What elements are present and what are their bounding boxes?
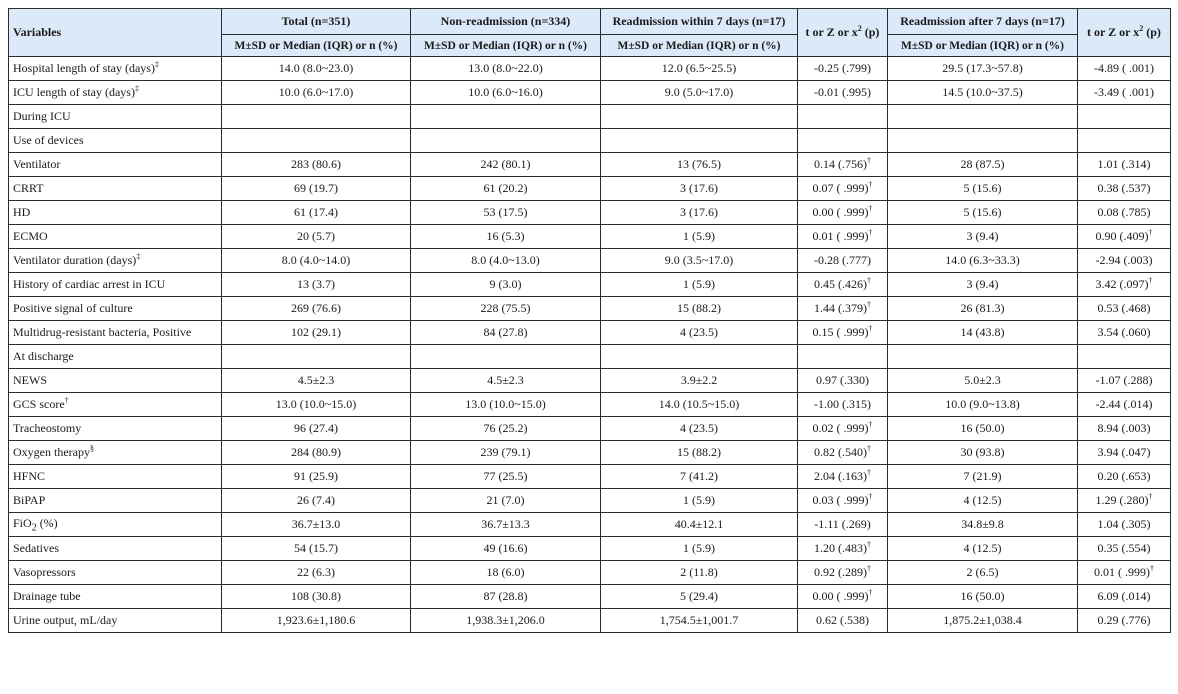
cell-non-readmission: 16 (5.3) xyxy=(411,225,601,249)
cell-total: 269 (76.6) xyxy=(222,297,411,321)
cell-stat-1: 0.03 ( .999)† xyxy=(798,489,888,513)
cell-readmission-within-7: 9.0 (5.0~17.0) xyxy=(601,81,798,105)
cell-readmission-within-7: 7 (41.2) xyxy=(601,465,798,489)
subheader-readmission-after-7: M±SD or Median (IQR) or n (%) xyxy=(888,35,1078,57)
cell-total: 283 (80.6) xyxy=(222,153,411,177)
cell-readmission-after-7: 3 (9.4) xyxy=(888,225,1078,249)
cell-non-readmission: 36.7±13.3 xyxy=(411,513,601,537)
cell-stat-1: 0.82 (.540)† xyxy=(798,441,888,465)
cell-total: 8.0 (4.0~14.0) xyxy=(222,249,411,273)
cell-stat-2: -2.94 (.003) xyxy=(1078,249,1171,273)
row-label: Urine output, mL/day xyxy=(9,609,222,633)
cell-total: 96 (27.4) xyxy=(222,417,411,441)
cell-total: 1,923.6±1,180.6 xyxy=(222,609,411,633)
cell-stat-2: 0.35 (.554) xyxy=(1078,537,1171,561)
cell-readmission-after-7: 7 (21.9) xyxy=(888,465,1078,489)
cell-stat-1: 0.07 ( .999)† xyxy=(798,177,888,201)
cell-readmission-after-7: 3 (9.4) xyxy=(888,273,1078,297)
cell-readmission-within-7: 13 (76.5) xyxy=(601,153,798,177)
table-row xyxy=(9,225,1171,249)
cell-stat-2: 0.53 (.468) xyxy=(1078,297,1171,321)
cell-total xyxy=(222,105,411,129)
cell-readmission-after-7: 14.5 (10.0~37.5) xyxy=(888,81,1078,105)
cell-stat-2: 0.90 (.409)† xyxy=(1078,225,1171,249)
cell-readmission-within-7: 40.4±12.1 xyxy=(601,513,798,537)
cell-total: 69 (19.7) xyxy=(222,177,411,201)
cell-readmission-within-7: 5 (29.4) xyxy=(601,585,798,609)
cell-readmission-after-7: 29.5 (17.3~57.8) xyxy=(888,57,1078,81)
cell-stat-1: -0.01 (.995) xyxy=(798,81,888,105)
row-label: ECMO xyxy=(9,225,222,249)
cell-stat-2: -1.07 (.288) xyxy=(1078,369,1171,393)
cell-non-readmission: 18 (6.0) xyxy=(411,561,601,585)
cell-non-readmission: 77 (25.5) xyxy=(411,465,601,489)
cell-non-readmission: 76 (25.2) xyxy=(411,417,601,441)
cell-stat-2: 1.29 (.280)† xyxy=(1078,489,1171,513)
cell-stat-2: 0.20 (.653) xyxy=(1078,465,1171,489)
table-row xyxy=(9,81,1171,105)
cell-readmission-within-7: 2 (11.8) xyxy=(601,561,798,585)
cell-readmission-within-7: 1 (5.9) xyxy=(601,225,798,249)
cell-stat-2: 1.04 (.305) xyxy=(1078,513,1171,537)
cell-readmission-after-7 xyxy=(888,129,1078,153)
cell-non-readmission: 8.0 (4.0~13.0) xyxy=(411,249,601,273)
cell-stat-2: 3.42 (.097)† xyxy=(1078,273,1171,297)
cell-stat-1: -1.00 (.315) xyxy=(798,393,888,417)
cell-stat-2 xyxy=(1078,345,1171,369)
cell-total: 13 (3.7) xyxy=(222,273,411,297)
cell-readmission-within-7: 3 (17.6) xyxy=(601,201,798,225)
table-row xyxy=(9,561,1171,585)
cell-total xyxy=(222,345,411,369)
cell-readmission-within-7: 14.0 (10.5~15.0) xyxy=(601,393,798,417)
cell-stat-2: 0.08 (.785) xyxy=(1078,201,1171,225)
cell-total: 108 (30.8) xyxy=(222,585,411,609)
cell-non-readmission: 53 (17.5) xyxy=(411,201,601,225)
cell-readmission-after-7: 5 (15.6) xyxy=(888,177,1078,201)
table-container xyxy=(8,8,1171,633)
table-row xyxy=(9,57,1171,81)
cell-readmission-after-7: 5.0±2.3 xyxy=(888,369,1078,393)
cell-non-readmission xyxy=(411,105,601,129)
table-row xyxy=(9,537,1171,561)
cell-readmission-within-7: 3.9±2.2 xyxy=(601,369,798,393)
cell-readmission-within-7: 15 (88.2) xyxy=(601,441,798,465)
subheader-total: M±SD or Median (IQR) or n (%) xyxy=(222,35,411,57)
cell-non-readmission: 1,938.3±1,206.0 xyxy=(411,609,601,633)
cell-stat-2: 3.94 (.047) xyxy=(1078,441,1171,465)
cell-readmission-within-7 xyxy=(601,105,798,129)
cell-total xyxy=(222,129,411,153)
cell-non-readmission: 13.0 (8.0~22.0) xyxy=(411,57,601,81)
cell-stat-2: 0.01 ( .999)† xyxy=(1078,561,1171,585)
cell-total: 54 (15.7) xyxy=(222,537,411,561)
subheader-non-readmission: M±SD or Median (IQR) or n (%) xyxy=(411,35,601,57)
cell-non-readmission: 13.0 (10.0~15.0) xyxy=(411,393,601,417)
cell-readmission-within-7: 15 (88.2) xyxy=(601,297,798,321)
cell-total: 4.5±2.3 xyxy=(222,369,411,393)
cell-stat-2: 0.38 (.537) xyxy=(1078,177,1171,201)
row-label: Drainage tube xyxy=(9,585,222,609)
cell-stat-1: -0.25 (.799) xyxy=(798,57,888,81)
row-label: Multidrug-resistant bacteria, Positive xyxy=(9,321,222,345)
row-label: CRRT xyxy=(9,177,222,201)
cell-non-readmission: 4.5±2.3 xyxy=(411,369,601,393)
row-label: GCS score† xyxy=(9,393,222,417)
table-row xyxy=(9,465,1171,489)
table-row xyxy=(9,585,1171,609)
row-label: During ICU xyxy=(9,105,222,129)
cell-stat-1: 0.14 (.756)† xyxy=(798,153,888,177)
subheader-readmission-within-7: M±SD or Median (IQR) or n (%) xyxy=(601,35,798,57)
cell-readmission-after-7: 10.0 (9.0~13.8) xyxy=(888,393,1078,417)
table-row xyxy=(9,513,1171,537)
cell-total: 102 (29.1) xyxy=(222,321,411,345)
cell-stat-1: 0.92 (.289)† xyxy=(798,561,888,585)
table-row xyxy=(9,129,1171,153)
cell-readmission-within-7: 3 (17.6) xyxy=(601,177,798,201)
cell-readmission-within-7: 4 (23.5) xyxy=(601,417,798,441)
cell-readmission-after-7: 30 (93.8) xyxy=(888,441,1078,465)
cell-stat-1: 1.44 (.379)† xyxy=(798,297,888,321)
cell-stat-1: -0.28 (.777) xyxy=(798,249,888,273)
row-label: Vasopressors xyxy=(9,561,222,585)
cell-readmission-within-7: 9.0 (3.5~17.0) xyxy=(601,249,798,273)
header-variables: Variables xyxy=(9,9,222,57)
header-stat-1: t or Z or $x^2$ (p) xyxy=(798,9,888,57)
cell-stat-2 xyxy=(1078,105,1171,129)
cell-stat-1: 0.00 ( .999)† xyxy=(798,585,888,609)
cell-non-readmission: 49 (16.6) xyxy=(411,537,601,561)
row-label: Ventilator xyxy=(9,153,222,177)
table-row xyxy=(9,417,1171,441)
cell-stat-2: 8.94 (.003) xyxy=(1078,417,1171,441)
cell-stat-2: 3.54 (.060) xyxy=(1078,321,1171,345)
row-label: BiPAP xyxy=(9,489,222,513)
cell-non-readmission: 9 (3.0) xyxy=(411,273,601,297)
cell-stat-1: 0.62 (.538) xyxy=(798,609,888,633)
cell-total: 10.0 (6.0~17.0) xyxy=(222,81,411,105)
cell-total: 36.7±13.0 xyxy=(222,513,411,537)
cell-stat-1 xyxy=(798,129,888,153)
cell-non-readmission: 61 (20.2) xyxy=(411,177,601,201)
row-label: History of cardiac arrest in ICU xyxy=(9,273,222,297)
header-stat-2: t or Z or $x^2$ (p) xyxy=(1078,9,1171,57)
cell-readmission-within-7 xyxy=(601,345,798,369)
cell-stat-1: -1.11 (.269) xyxy=(798,513,888,537)
row-label: HFNC xyxy=(9,465,222,489)
cell-total: 91 (25.9) xyxy=(222,465,411,489)
cell-non-readmission: 87 (28.8) xyxy=(411,585,601,609)
cell-stat-1: 0.00 ( .999)† xyxy=(798,201,888,225)
header-total: Total (n=351) xyxy=(222,9,411,35)
cell-readmission-within-7: 12.0 (6.5~25.5) xyxy=(601,57,798,81)
cell-readmission-after-7: 4 (12.5) xyxy=(888,489,1078,513)
cell-total: 284 (80.9) xyxy=(222,441,411,465)
table-row xyxy=(9,249,1171,273)
cell-readmission-after-7: 5 (15.6) xyxy=(888,201,1078,225)
cell-total: 61 (17.4) xyxy=(222,201,411,225)
row-label: At discharge xyxy=(9,345,222,369)
cell-readmission-within-7 xyxy=(601,129,798,153)
cell-total: 22 (6.3) xyxy=(222,561,411,585)
cell-readmission-within-7: 1 (5.9) xyxy=(601,537,798,561)
table-row xyxy=(9,609,1171,633)
cell-non-readmission: 239 (79.1) xyxy=(411,441,601,465)
cell-stat-2: 6.09 (.014) xyxy=(1078,585,1171,609)
cell-non-readmission: 228 (75.5) xyxy=(411,297,601,321)
cell-readmission-after-7: 14.0 (6.3~33.3) xyxy=(888,249,1078,273)
table-row xyxy=(9,345,1171,369)
cell-non-readmission: 84 (27.8) xyxy=(411,321,601,345)
table-row xyxy=(9,393,1171,417)
cell-stat-2: -4.89 ( .001) xyxy=(1078,57,1171,81)
row-label: FiO$_2$ (%) xyxy=(9,513,222,537)
cell-readmission-within-7: 1 (5.9) xyxy=(601,489,798,513)
cell-stat-1: 2.04 (.163)† xyxy=(798,465,888,489)
table-body xyxy=(9,57,1171,633)
row-label: Oxygen therapy§ xyxy=(9,441,222,465)
row-label: HD xyxy=(9,201,222,225)
table-row xyxy=(9,105,1171,129)
cell-readmission-within-7: 1 (5.9) xyxy=(601,273,798,297)
cell-readmission-after-7: 1,875.2±1,038.4 xyxy=(888,609,1078,633)
cell-stat-1 xyxy=(798,105,888,129)
row-label: Sedatives xyxy=(9,537,222,561)
cell-stat-1 xyxy=(798,345,888,369)
header-readmission-within-7: Readmission within 7 days (n=17) xyxy=(601,9,798,35)
row-label: Positive signal of culture xyxy=(9,297,222,321)
table-row xyxy=(9,321,1171,345)
row-label: Ventilator duration (days)‡ xyxy=(9,249,222,273)
cell-non-readmission: 10.0 (6.0~16.0) xyxy=(411,81,601,105)
row-label: NEWS xyxy=(9,369,222,393)
table-row xyxy=(9,489,1171,513)
cell-total: 13.0 (10.0~15.0) xyxy=(222,393,411,417)
table-row xyxy=(9,369,1171,393)
row-label: ICU length of stay (days)‡ xyxy=(9,81,222,105)
row-label: Hospital length of stay (days)‡ xyxy=(9,57,222,81)
cell-readmission-after-7 xyxy=(888,105,1078,129)
cell-readmission-after-7: 4 (12.5) xyxy=(888,537,1078,561)
cell-stat-2: 0.29 (.776) xyxy=(1078,609,1171,633)
data-table xyxy=(8,8,1171,633)
cell-stat-2 xyxy=(1078,129,1171,153)
cell-stat-1: 0.01 ( .999)† xyxy=(798,225,888,249)
table-row xyxy=(9,153,1171,177)
cell-stat-1: 0.15 ( .999)† xyxy=(798,321,888,345)
cell-non-readmission: 242 (80.1) xyxy=(411,153,601,177)
table-row xyxy=(9,201,1171,225)
cell-total: 20 (5.7) xyxy=(222,225,411,249)
cell-stat-2: 1.01 (.314) xyxy=(1078,153,1171,177)
row-label: Use of devices xyxy=(9,129,222,153)
cell-non-readmission: 21 (7.0) xyxy=(411,489,601,513)
cell-readmission-after-7: 14 (43.8) xyxy=(888,321,1078,345)
cell-readmission-after-7: 26 (81.3) xyxy=(888,297,1078,321)
cell-readmission-after-7: 2 (6.5) xyxy=(888,561,1078,585)
cell-readmission-after-7: 28 (87.5) xyxy=(888,153,1078,177)
cell-stat-2: -2.44 (.014) xyxy=(1078,393,1171,417)
cell-readmission-after-7: 34.8±9.8 xyxy=(888,513,1078,537)
cell-stat-1: 1.20 (.483)† xyxy=(798,537,888,561)
table-header xyxy=(9,9,1171,57)
header-readmission-after-7: Readmission after 7 days (n=17) xyxy=(888,9,1078,35)
cell-stat-2: -3.49 ( .001) xyxy=(1078,81,1171,105)
header-non-readmission: Non-readmission (n=334) xyxy=(411,9,601,35)
cell-stat-1: 0.45 (.426)† xyxy=(798,273,888,297)
cell-readmission-after-7: 16 (50.0) xyxy=(888,585,1078,609)
cell-non-readmission xyxy=(411,345,601,369)
cell-readmission-after-7 xyxy=(888,345,1078,369)
table-row xyxy=(9,297,1171,321)
cell-total: 26 (7.4) xyxy=(222,489,411,513)
cell-readmission-within-7: 1,754.5±1,001.7 xyxy=(601,609,798,633)
table-row xyxy=(9,273,1171,297)
table-row xyxy=(9,177,1171,201)
cell-readmission-after-7: 16 (50.0) xyxy=(888,417,1078,441)
cell-stat-1: 0.02 ( .999)† xyxy=(798,417,888,441)
cell-non-readmission xyxy=(411,129,601,153)
table-row xyxy=(9,441,1171,465)
cell-total: 14.0 (8.0~23.0) xyxy=(222,57,411,81)
row-label: Tracheostomy xyxy=(9,417,222,441)
cell-readmission-within-7: 4 (23.5) xyxy=(601,321,798,345)
cell-stat-1: 0.97 (.330) xyxy=(798,369,888,393)
